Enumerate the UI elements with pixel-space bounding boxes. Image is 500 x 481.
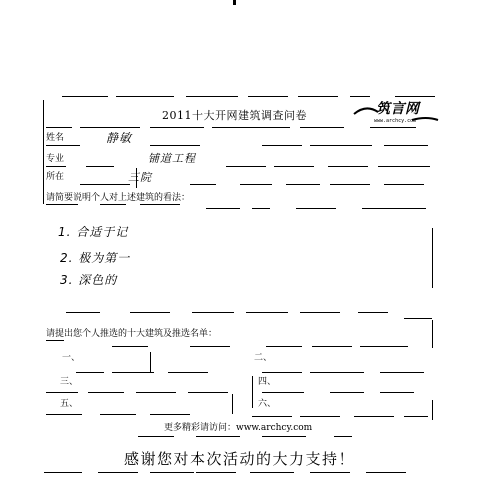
footer-link-line: 更多精彩请访问：www.archcy.com	[164, 423, 313, 433]
form-title: 2011十大开网建筑调查问卷	[162, 109, 307, 122]
opinion-prompt: 请简要说明个人对上述建筑的看法：	[46, 193, 191, 203]
recommend-slot-4: 四、	[258, 377, 277, 387]
major-label: 专业	[46, 154, 65, 164]
logo-text: 筑言网	[376, 101, 420, 117]
recommend-slot-3: 三、	[60, 377, 79, 387]
recommend-slot-2: 二、	[254, 353, 273, 363]
recommend-slot-5: 五、	[60, 399, 79, 409]
major-value: 铺道工程	[148, 152, 196, 165]
opinion-answer-3: 3. 深色的	[60, 273, 118, 287]
scan-speck	[233, 0, 236, 5]
recommend-slot-6: 六、	[258, 399, 277, 409]
opinion-answer-1: 1. 合适于记	[58, 225, 129, 239]
school-label: 所在	[46, 172, 65, 182]
school-value: 三院	[128, 171, 152, 184]
name-value: 静敏	[106, 131, 133, 145]
recommend-prompt: 请提出您个人推选的十大建筑及推选名单：	[46, 329, 218, 339]
name-label: 姓名	[46, 133, 65, 143]
opinion-answer-2: 2. 极为第一	[60, 251, 131, 265]
site-logo	[352, 98, 442, 130]
logo-subtext: www.archcy.com	[374, 118, 417, 124]
closing-message: 感谢您对本次活动的大力支持！	[124, 450, 356, 468]
recommend-slot-1: 一、	[62, 353, 81, 363]
